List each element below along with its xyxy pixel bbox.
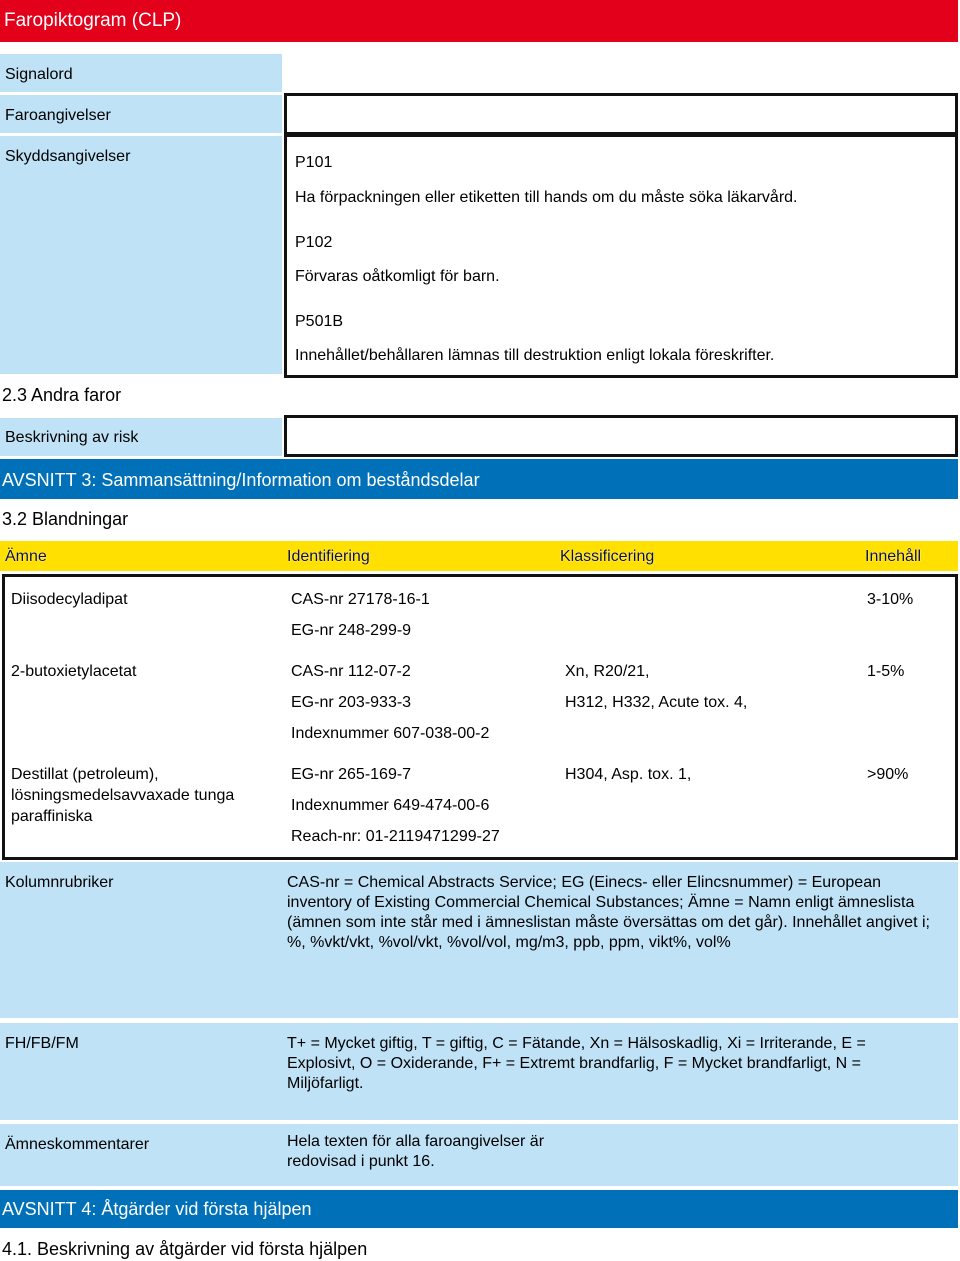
ingredient-name: paraffiniska: [11, 808, 93, 825]
ingredient-id: EG-nr 248-299-9: [291, 622, 412, 639]
kolumnrubriker-value-cell: [282, 862, 958, 1018]
statement-text: Förvaras oåtkomligt för barn.: [295, 268, 500, 285]
andra-faror-heading: 2.3 Andra faror: [2, 385, 122, 405]
statement-code: P102: [295, 234, 333, 251]
section-title: AVSNITT 3: Sammansättning/Information om beståndsdelar: [2, 470, 480, 490]
amneskommentarer-label: Ämneskommentarer: [5, 1136, 150, 1153]
ingredient-id: Indexnummer 607-038-00-2: [291, 725, 490, 742]
skyddsangivelser-box: [284, 134, 958, 378]
faroangivelser-label-cell: [0, 95, 282, 133]
skyddsangivelser-label-cell: [0, 136, 282, 374]
ingredient-id: Indexnummer 649-474-00-6: [291, 797, 490, 814]
ingredient-id: CAS-nr 27178-16-1: [291, 591, 430, 608]
ingredient-class: Xn, R20/21,: [565, 663, 650, 680]
ingredient-content: 3-10%: [867, 591, 914, 608]
section-title: AVSNITT 4: Åtgärder vid första hjälpen: [2, 1199, 312, 1219]
beskrivning-label-cell: [0, 418, 282, 456]
column-header-klassificering: Klassificering: [560, 548, 655, 565]
ingredient-id: Reach-nr: 01-2119471299-27: [291, 828, 500, 845]
ingredient-id: CAS-nr 112-07-2: [291, 663, 411, 680]
statement-code: P101: [295, 154, 333, 171]
table-header: [0, 541, 958, 571]
ingredients-table: [2, 574, 958, 860]
column-header-identifiering: Identifiering: [287, 548, 370, 565]
fh-value-cell: [282, 1023, 958, 1120]
fh-label-cell: [0, 1023, 282, 1120]
signalord-label-cell: [0, 54, 282, 92]
fh-label: FH/FB/FM: [5, 1035, 79, 1052]
ingredient-class: H312, H332, Acute tox. 4,: [565, 694, 748, 711]
signalord-label: Signalord: [5, 66, 73, 83]
ingredient-name: Diisodecyladipat: [11, 591, 128, 608]
statement-text: Innehållet/behållaren lämnas till destruktion enligt lokala föreskrifter.: [295, 347, 775, 364]
ingredient-id: EG-nr 265-169-7: [291, 766, 412, 783]
ingredient-name: lösningsmedelsavvaxade tunga: [11, 787, 235, 804]
kolumnrubriker-label-cell: [0, 862, 282, 1018]
kolumnrubriker-label: Kolumnrubriker: [5, 874, 114, 891]
ingredient-content: 1-5%: [867, 663, 905, 680]
amneskommentarer-text: Hela texten för alla faroangivelser är redovisad i punkt 16.: [287, 1133, 545, 1170]
beskrivning-label: Beskrivning av risk: [5, 429, 139, 446]
ingredient-name: 2-butoxietylacetat: [11, 663, 137, 680]
section-header-pictogram: [0, 0, 958, 42]
section-header-3: [0, 459, 958, 499]
column-header-amne: Ämne: [5, 548, 47, 565]
skyddsangivelser-label: Skyddsangivelser: [5, 148, 131, 165]
ingredient-name: Destillat (petroleum),: [11, 766, 159, 783]
ingredient-content: >90%: [867, 766, 909, 783]
section-title: Faropiktogram (CLP): [4, 10, 182, 31]
kolumnrubriker-text: CAS-nr = Chemical Abstracts Service; EG (Einecs- eller Elincsnummer) = European inventory of Existing Commercial Chemical Substances; Ämne = Namn enligt ämneslista (ämnen som inte står med i ämneslistan måste översättas om det går). Innehållet angivet i; %, %vkt/vkt, %vol/vkt, %vol/vol, mg/m3, ppb, ppm, vikt%, vol%: [287, 874, 930, 951]
blandningar-heading: 3.2 Blandningar: [2, 509, 129, 529]
faroangivelser-value: [284, 93, 958, 135]
forsta-hjalpen-heading: 4.1. Beskrivning av åtgärder vid första hjälpen: [2, 1239, 368, 1259]
faroangivelser-label: Faroangivelser: [5, 107, 111, 124]
ingredient-id: EG-nr 203-933-3: [291, 694, 412, 711]
fh-text: T+ = Mycket giftig, T = giftig, C = Fätande, Xn = Hälsoskadlig, Xi = Irriterande, E = Explosivt, O = Oxiderande, F+ = Extremt brandfarlig, F = Mycket brandfarligt, N = Miljöfarligt.: [287, 1035, 866, 1092]
amneskommentarer-value-cell: [282, 1124, 958, 1186]
amneskommentarer-label-cell: [0, 1124, 282, 1186]
section-header-4: [0, 1190, 958, 1228]
statement-text: Ha förpackningen eller etiketten till hands om du måste söka läkarvård.: [295, 189, 798, 206]
ingredient-class: H304, Asp. tox. 1,: [565, 766, 692, 783]
beskrivning-value: [284, 415, 958, 457]
column-header-innehall: Innehåll: [865, 548, 922, 565]
signalord-value: [282, 54, 958, 92]
statement-code: P501B: [295, 313, 344, 330]
